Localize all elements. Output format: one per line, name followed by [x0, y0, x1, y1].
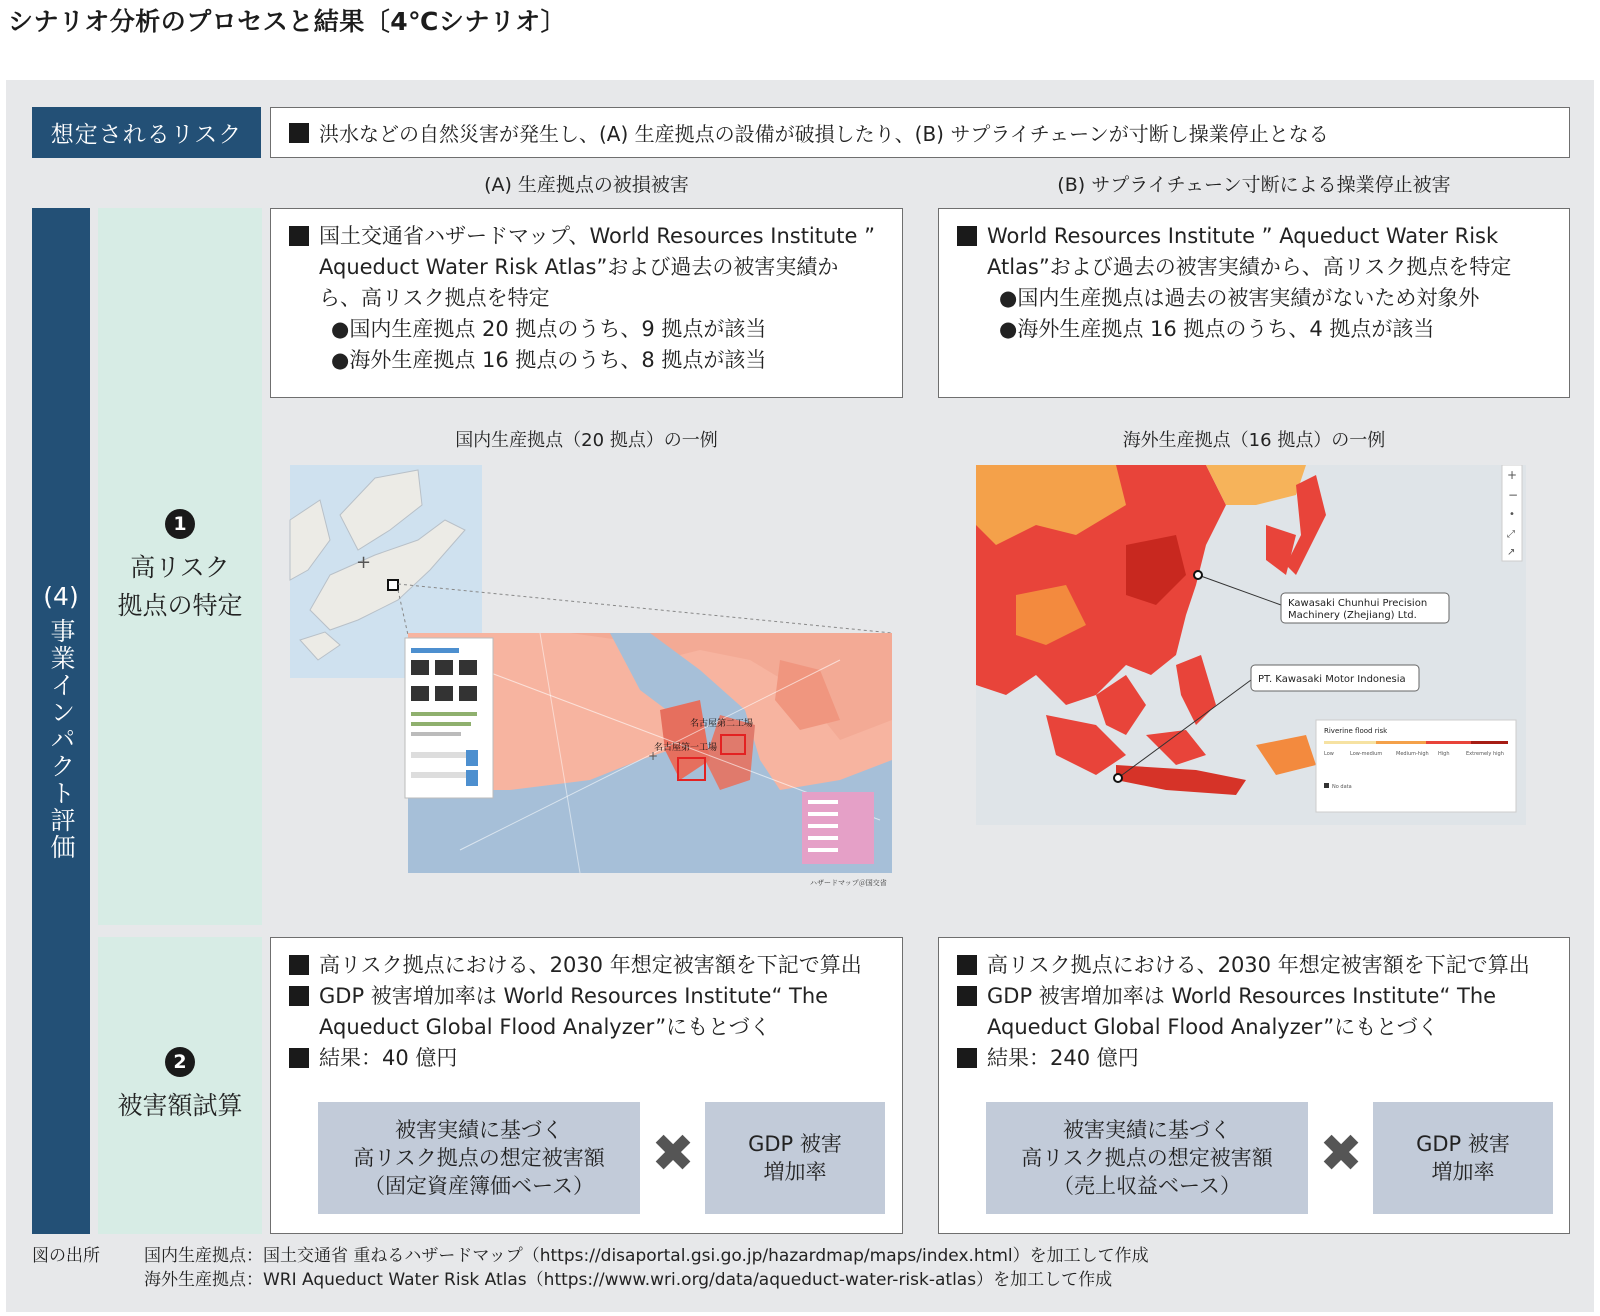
square-bullet-icon — [957, 955, 977, 975]
b-calc-result: 結果：240 億円 — [987, 1046, 1139, 1070]
location-marker-icon — [388, 580, 398, 590]
factory2-label: 名古屋第二工場 — [690, 719, 754, 729]
legend-low: Low — [1324, 751, 1334, 757]
a-damage-base-line1: 被害実績に基づく — [395, 1118, 563, 1142]
multiply-icon: ✖ — [651, 1124, 695, 1184]
legend-medium-high: Medium-high — [1396, 751, 1429, 757]
step2-number-icon: 2 — [165, 1047, 195, 1077]
indonesia-location-icon — [1114, 774, 1122, 782]
chunhui-callout-line1: Kawasaki Chunhui Precision — [1288, 598, 1428, 609]
a-identify-line3: ら、高リスク拠点を特定 — [319, 286, 550, 310]
square-bullet-icon — [957, 986, 977, 1006]
b-gdp-rate-line2: 増加率 — [1431, 1160, 1495, 1184]
map-crosshair-icon: + — [648, 749, 659, 763]
business-impact-sidebar — [32, 208, 90, 1234]
a-damage-base-line2: 高リスク拠点の想定被害額 — [353, 1146, 605, 1170]
zoom-in-icon: + — [1507, 468, 1518, 482]
a-damage-base-box — [318, 1102, 640, 1214]
column-a-header: (A) 生産拠点の被損被害 — [484, 174, 689, 196]
legend-low-medium: Low-medium — [1350, 751, 1383, 757]
square-bullet-icon — [289, 986, 309, 1006]
page-title: シナリオ分析のプロセスと結果〔4℃シナリオ〕 — [8, 7, 567, 36]
zoom-out-icon: − — [1508, 488, 1519, 502]
legend-no-data: No data — [1332, 784, 1352, 790]
overseas-flood-risk-map — [976, 465, 1526, 825]
a-calc-result: 結果：40 億円 — [319, 1046, 458, 1070]
risk-statement: 洪水などの自然災害が発生し、(A) 生産拠点の設備が破損したり、(B) サプライチェーンが寸断し操業停止となる — [319, 122, 1329, 146]
source-line1: 国内生産拠点：国土交通省 重ねるハザードマップ（https://disaportal.gsi.go.jp/hazardmap/maps/index.html）を加工して作成 — [144, 1246, 1149, 1266]
domestic-hazard-map — [280, 460, 910, 905]
a-damage-base-line3: （固定資産簿価ベース） — [364, 1174, 594, 1198]
chunhui-location-icon — [1194, 571, 1202, 579]
b-identify-line2: Atlas”および過去の被害実績から、高リスク拠点を特定 — [987, 255, 1512, 279]
step2-title: 被害額試算 — [117, 1090, 243, 1120]
a-gdp-rate-line1: GDP 被害 — [748, 1132, 842, 1156]
factory1-label: 名古屋第一工場 — [654, 743, 718, 753]
square-bullet-icon — [957, 226, 977, 246]
b-damage-base-line3: （売上収益ベース） — [1053, 1174, 1241, 1198]
risk-statement-box — [270, 107, 1570, 158]
a-identify-line2: Aqueduct Water Risk Atlas”および過去の被害実績か — [319, 255, 839, 279]
a-gdp-rate-line2: 増加率 — [763, 1160, 827, 1184]
legend-title: Riverine flood risk — [1324, 727, 1388, 735]
a-calc-line1: 高リスク拠点における、2030 年想定被害額を下記で算出 — [319, 953, 862, 977]
b-identify-line1: World Resources Institute ” Aqueduct Water Risk — [987, 224, 1499, 248]
step1-label — [98, 208, 262, 925]
square-bullet-icon — [957, 1048, 977, 1068]
square-bullet-icon — [289, 1048, 309, 1068]
step1-title-line2: 拠点の特定 — [117, 590, 243, 620]
locate-icon: • — [1509, 509, 1515, 520]
b-gdp-rate-line1: GDP 被害 — [1416, 1132, 1510, 1156]
square-bullet-icon — [289, 955, 309, 975]
column-b-identify-box — [938, 208, 1570, 398]
source-line2: 海外生産拠点：WRI Aqueduct Water Risk Atlas（https://www.wri.org/data/aqueduct-water-risk-atlas）を加工して作成 — [144, 1270, 1113, 1290]
risk-label: 想定されるリスク — [32, 107, 261, 158]
b-calc-line3: Aqueduct Global Flood Analyzer”にもとづく — [987, 1015, 1439, 1039]
a-calc-line3: Aqueduct Global Flood Analyzer”にもとづく — [319, 1015, 771, 1039]
section-title: 事業インパクト評価 — [47, 617, 76, 861]
step1-number-icon: 1 — [165, 509, 195, 539]
step2-label — [98, 937, 262, 1234]
b-identify-bullet1: ●国内生産拠点は過去の被害実績がないため対象外 — [999, 286, 1480, 310]
map-a-caption: 国内生産拠点（20 拠点）の一例 — [455, 430, 718, 451]
a-gdp-rate-box — [705, 1102, 885, 1214]
square-bullet-icon — [289, 123, 309, 143]
a-identify-bullet1: ●国内生産拠点 20 拠点のうち、9 拠点が該当 — [331, 317, 767, 341]
b-identify-bullet2: ●海外生産拠点 16 拠点のうち、4 拠点が該当 — [999, 317, 1435, 341]
legend-high: High — [1438, 751, 1450, 757]
multiply-icon: ✖ — [1319, 1124, 1363, 1184]
a-calc-line2: GDP 被害増加率は World Resources Institute“ The — [319, 984, 829, 1008]
share-icon: ↗ — [1507, 547, 1516, 558]
a-identify-bullet2: ●海外生産拠点 16 拠点のうち、8 拠点が該当 — [331, 348, 767, 372]
chunhui-callout-line2: Machinery (Zhejiang) Ltd. — [1288, 610, 1417, 621]
legend-extremely-high: Extremely high — [1466, 751, 1504, 757]
map-a-credit: ハザードマップ＠国交省 — [810, 879, 887, 887]
column-b-header: (B) サプライチェーン寸断による操業停止被害 — [1057, 174, 1451, 196]
fullscreen-icon: ⤢ — [1507, 529, 1515, 540]
b-calc-line1: 高リスク拠点における、2030 年想定被害額を下記で算出 — [987, 953, 1530, 977]
b-damage-base-line2: 高リスク拠点の想定被害額 — [1021, 1146, 1273, 1170]
square-bullet-icon — [289, 226, 309, 246]
b-gdp-rate-box — [1373, 1102, 1553, 1214]
column-a-identify-box — [270, 208, 903, 398]
map-b-caption: 海外生産拠点（16 拠点）の一例 — [1122, 430, 1386, 451]
b-calc-line2: GDP 被害増加率は World Resources Institute“ The — [987, 984, 1497, 1008]
b-damage-base-line1: 被害実績に基づく — [1063, 1118, 1231, 1142]
indonesia-callout-text: PT. Kawasaki Motor Indonesia — [1258, 674, 1406, 685]
a-identify-line1: 国土交通省ハザードマップ、World Resources Institute ” — [319, 224, 876, 248]
step1-title-line1: 高リスク — [130, 553, 230, 582]
b-damage-base-box — [986, 1102, 1308, 1214]
map-crosshair-icon: + — [356, 552, 372, 573]
source-label: 図の出所 — [32, 1246, 100, 1266]
section-number: (4) — [43, 581, 79, 611]
